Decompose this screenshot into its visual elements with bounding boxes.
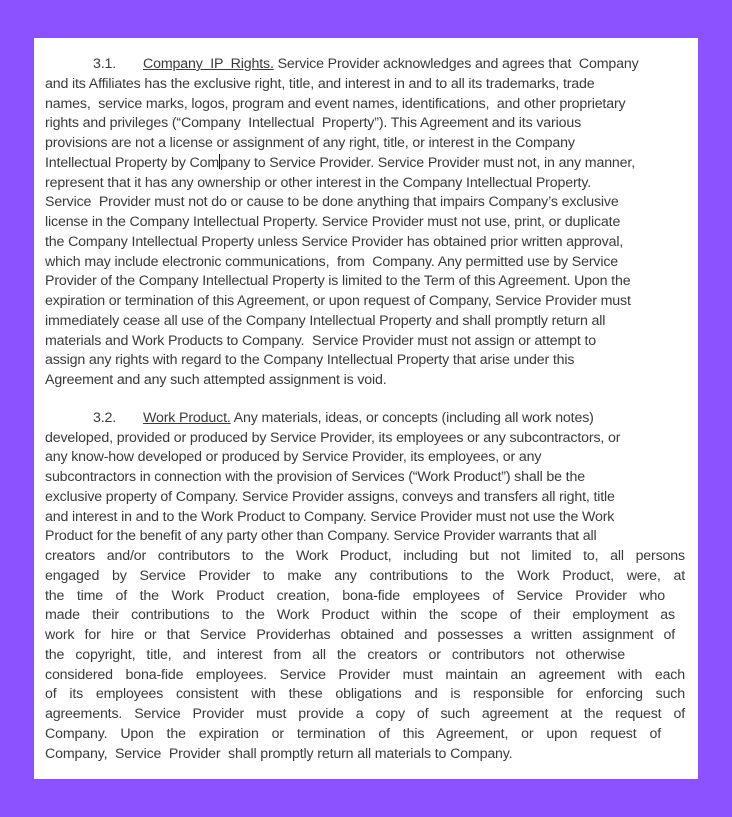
paragraph-line: assign any rights with regard to the Company Intellectual Property that arise under this bbox=[45, 352, 575, 369]
paragraph-line-with-cursor bbox=[45, 154, 685, 174]
paragraph-line: the Company Intellectual Property unless Service Provider has obtained prior written approval, bbox=[45, 233, 624, 250]
paragraph-line: immediately cease all use of the Company Intellectual Property and shall promptly return all bbox=[45, 312, 606, 329]
paragraph-line: developed, provided or produced by Service Provider, its employees or any subcontractors, or bbox=[45, 429, 621, 446]
paragraph-text: pany to Service Provider. Service Provider must not, in any manner, bbox=[220, 154, 636, 171]
paragraph-line: engaged by Service Provider to make any contributions to the Work Product, were, at bbox=[45, 567, 685, 584]
paragraph-line: Agreement and any such attempted assignment is void. bbox=[45, 372, 387, 388]
paragraph-line: and interest in and to the Work Product to Company. Service Provider must not use the Work bbox=[45, 508, 615, 525]
document-body[interactable] bbox=[45, 55, 685, 764]
paragraph-line: Company. Upon the expiration or termination of this Agreement, or upon request of bbox=[45, 725, 661, 742]
paragraph-line: provisions are not a license or assignment of any right, title, or interest in the Company bbox=[45, 135, 575, 151]
paragraph-spacer bbox=[45, 391, 685, 409]
paragraph-text: Any materials, ideas, or concepts (including all work notes) bbox=[230, 409, 594, 426]
paragraph-line: Product for the benefit of any party other than Company. Service Provider warrants that all bbox=[45, 528, 597, 545]
paragraph-line: which may include electronic communications, from Company. Any permitted use by Service bbox=[45, 253, 619, 270]
paragraph-line: subcontractors in connection with the provision of Services (“Work Product”) shall be the bbox=[45, 469, 585, 485]
section-3-2-first-line bbox=[45, 409, 685, 429]
paragraph-line: considered bona-fide employees. Service Provider must maintain an agreement with each bbox=[45, 666, 685, 683]
section-heading: Company IP Rights. bbox=[143, 56, 274, 72]
section-heading: Work Product. bbox=[143, 409, 231, 426]
paragraph-line: Company, Service Provider shall promptly return all materials to Company. bbox=[45, 745, 513, 762]
paragraph-line: rights and privileges (“Company Intellectual Property”). This Agreement and its various bbox=[45, 115, 582, 132]
paragraph-line: Provider of the Company Intellectual Property is limited to the Term of this Agreement. Upon the bbox=[45, 273, 631, 290]
paragraph-line: the time of the Work Product creation, bona-fide employees of Service Provider who bbox=[45, 587, 665, 604]
section-number: 3.1. bbox=[93, 56, 117, 72]
paragraph-text: Service Provider acknowledges and agrees that Company bbox=[273, 56, 639, 72]
paragraph-line: the copyright, title, and interest from all the creators or contributors not otherwise bbox=[45, 646, 625, 663]
paragraph-line: exclusive property of Company. Service Provider assigns, conveys and transfers all right, title bbox=[45, 488, 615, 505]
paragraph-line: of its employees consistent with these obligations and is responsible for enforcing such bbox=[45, 686, 685, 703]
paragraph-text: Intellectual Property by Com bbox=[45, 154, 220, 171]
paragraph-line: made their contributions to the Work Product within the scope of their employment as bbox=[45, 607, 675, 624]
paragraph-line: any know-how developed or produced by Service Provider, its employees, or any bbox=[45, 449, 542, 466]
paragraph-line: names, service marks, logos, program and event names, identifications, and other proprietary bbox=[45, 95, 626, 112]
document-page[interactable] bbox=[34, 38, 698, 779]
paragraph-line: materials and Work Products to Company. Service Provider must not assign or attempt to bbox=[45, 332, 597, 349]
paragraph-line: Service Provider must not do or cause to be done anything that impairs Company’s exclusive bbox=[45, 194, 619, 211]
section-number: 3.2. bbox=[93, 409, 117, 426]
section-3-1-first-line bbox=[45, 55, 685, 75]
paragraph-line: represent that it has any ownership or other interest in the Company Intellectual Property. bbox=[45, 174, 592, 191]
paragraph-line: creators and/or contributors to the Work Product, including but not limited to, all persons bbox=[45, 548, 685, 564]
paragraph-line: and its Affiliates has the exclusive right, title, and interest in and to all its trademarks, trade bbox=[45, 75, 595, 92]
paragraph-line: license in the Company Intellectual Property. Service Provider must not use, print, or duplicate bbox=[45, 214, 621, 230]
paragraph-line: agreements. Service Provider must provide a copy of such agreement at the request of bbox=[45, 706, 685, 722]
paragraph-line: expiration or termination of this Agreement, or upon request of Company, Service Provider must bbox=[45, 293, 631, 309]
paragraph-line: work for hire or that Service Providerhas obtained and possesses a written assignment of bbox=[45, 627, 675, 643]
